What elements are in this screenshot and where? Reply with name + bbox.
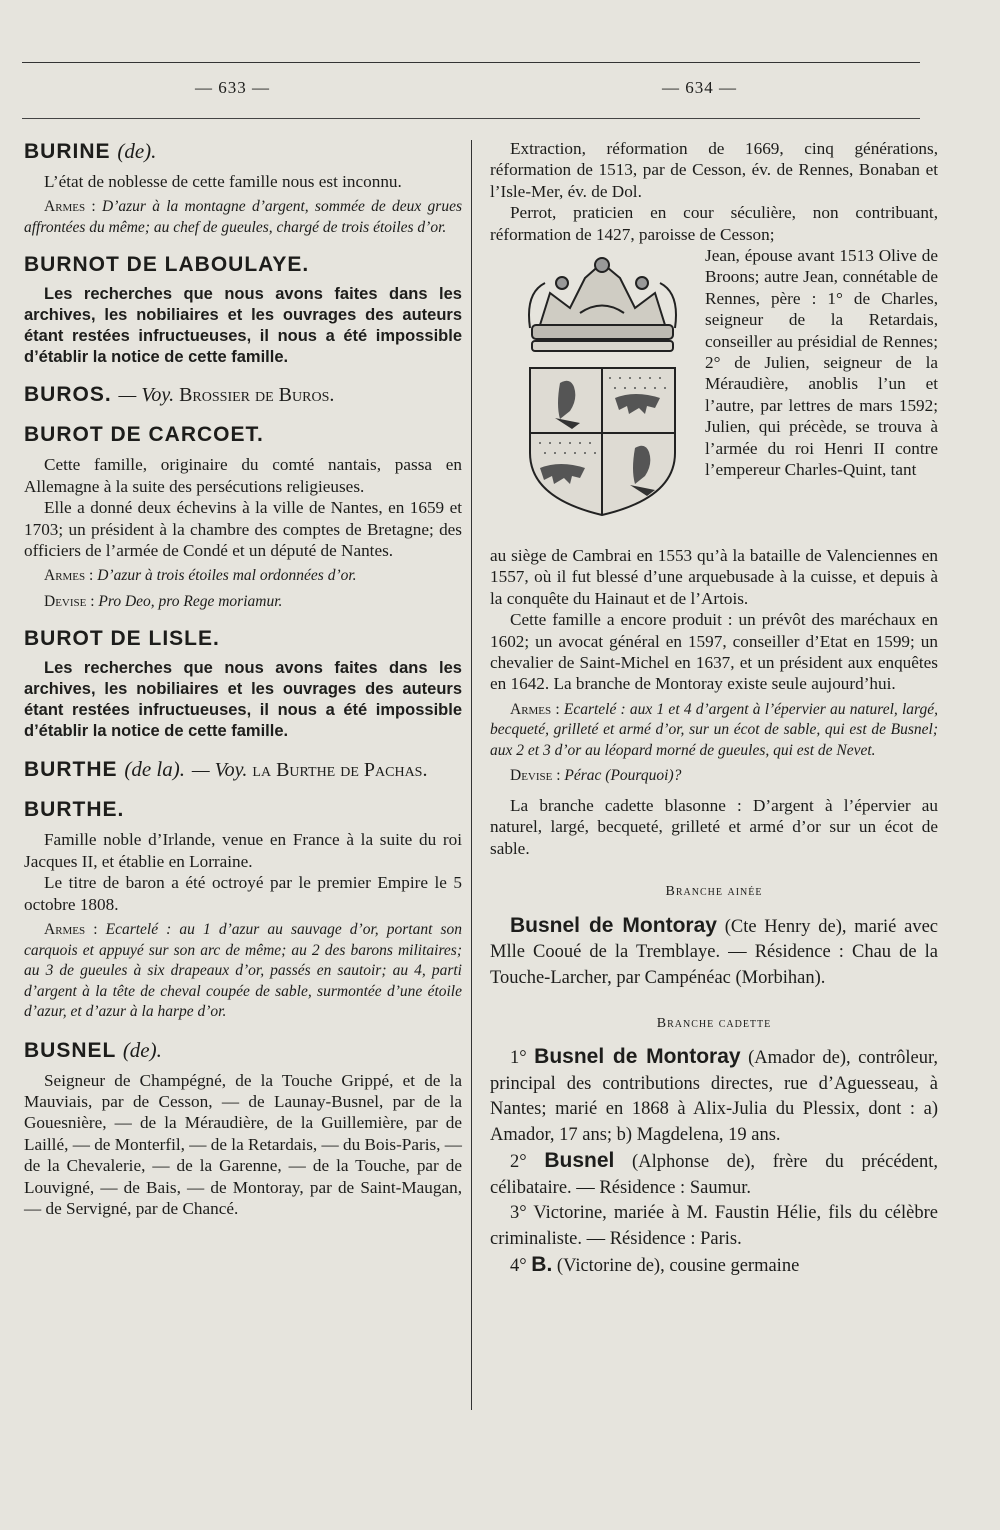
paragraph: Elle a donné deux échevins à la ville de Nantes, en 1659 et 1703; un président à la chambre des comptes de Bretagne; des officiers de l’armée de Condé et un député de Nantes. [24,498,462,561]
page-number-left: — 633 — [195,78,270,97]
header-rule [22,118,920,119]
paragraph: Jean, épouse avant 1513 Olive de Broons; autre Jean, connétable de Rennes, père : 1° de Charles, seigneur de la Retardais, conseiller au présidial de Rennes; 2° de Julien, seigneur de la Méraudière, anoblis l’un et l’autre, par lettres de mars 1592; Julien, qui précède, se trouva à l’armée du roi Henri II contre l’empereur Charles-Quint, tant [705,246,938,480]
armes-paragraph [490,700,938,762]
armes-label: Armes : [44,567,94,585]
paragraph: L’état de noblesse de cette famille nous est inconnu. [44,172,402,191]
paragraph: Extraction, réformation de 1669, cinq générations, réformation de 1513, par de Cesson, év. de Rennes, Bonaban et l’Isle-Mer, év. de Dol. [490,139,938,201]
see-also: — Voy. la Burthe de Pachas. [191,759,428,782]
entry-heading-burnot: BURNOT DE LABOULAYE. [24,253,310,277]
right-column [490,138,938,1280]
entry-heading-burot-carcoet: BUROT DE CARCOET. [24,423,264,447]
paragraph: Cette famille a encore produit : un prévôt des maréchaux en 1602; un avocat général en 1597, conseiller d’Etat en 1599; un chevalier de Saint-Michel en 1637, et un président aux enquêtes en 1642. La branche de Montoray existe seule aujourd’hui. [490,610,938,694]
entry-heading-burot-lisle: BUROT DE LISLE. [24,627,220,651]
devise-text: Pro Deo, pro Rege moriamur. [98,592,283,610]
paragraph: La branche cadette blasonne : D’argent à l’épervier au naturel, largé, becqueté, grilleté et armé d’or sur un écot de sable. [490,795,938,858]
left-column [24,138,462,1219]
entry-particle: (de la). [124,757,185,782]
devise-label: Devise : [510,767,561,785]
armes-text: D’azur à la montagne d’argent, sommée de deux grues affrontées du même; au chef de gueules, chargé de trois étoiles d’or. [24,198,462,236]
top-rule [22,62,920,63]
member-entry: Busnel de Montoray (Cte Henry de), marié avec Mlle Cooué de la Tremblaye. — Résidence : Chau de la Touche-Larcher, par Campénéac (Morbihan). [490,913,938,988]
entry-name: BURTHE [24,758,118,782]
paragraph: Cette famille, originaire du comté nantais, passa en Allemagne à la suite des persécutions religieuses. [24,455,462,496]
see-also: — Voy. Brossier de Buros. [118,384,335,407]
page-number-right: — 634 — [662,78,737,97]
devise-label: Devise : [44,592,95,610]
member-name: Busnel [544,1149,615,1173]
paragraph: Famille noble d’Irlande, venue en France à la suite du roi Jacques II, et établie en Lorraine. [24,830,462,871]
paragraph: Les recherches que nous avons faites dans les archives, les nobiliaires et les ouvrages des auteurs étant restées infructueuses, il nous a été impossible d’établir la notice de cette famille. [24,285,462,367]
armes-text: Ecartelé : aux 1 et 4 d’argent à l’épervier au naturel, largé, becqueté, grilleté et armé d’or, sur un écot de sable, qui est de Busnel; aux 2 et 3 d’or au léopard morné de gueules, qui est de Nevet. [490,700,938,759]
armes-text: Ecartelé : au 1 d’azur au sauvage d’or, portant son carquois et appuyé sur son arc de même; au 2 des barons militaires; au 3 de gueules à six drapeaux d’or, passés en sautoir; au 4, parti d’argent à la tête de cheval coupée de sable, surmontée d’une étoile d’azur, et d’azur à la harpe d’or. [24,921,462,1021]
member-entry: 3° Victorine, mariée à M. Faustin Hélie, fils du célèbre criminaliste. — Résidence : Paris. [490,1203,938,1249]
entry-particle: (de). [117,139,157,163]
branch-heading-cadette: Branche cadette [656,1016,772,1031]
member-entry: 1° Busnel de Montoray (Amador de), contrôleur, principal des contributions directes, rue d’Aguesseau, à Nantes; marié en 1868 à Alix-Julia du Plessix, dont : a) Amador, 17 ans; b) Magdelena, 19 ans. [490,1045,939,1145]
paragraph: au siège de Cambrai en 1553 qu’à la bataille de Valenciennes en 1557, où il fut blessé d’une arquebusade à la cuisse, et depuis à la conquête du Hainaut et de l’Artois. [490,546,938,608]
member-name: B. [531,1253,553,1277]
member-name: Busnel de Montoray [510,913,717,937]
paragraph: Perrot, praticien en cour séculière, non contribuant, réformation de 1427, paroisse de Cesson; [490,203,938,244]
entry-heading-burine [24,138,462,165]
armes-label: Armes : [44,921,98,939]
crest-wrap-area [490,245,938,545]
armes-label: Armes : [510,700,560,718]
branch-heading-ainee: Branche ainée [665,884,763,900]
entry-heading-buros [24,382,462,408]
crest-wrapped-text [705,245,938,480]
entry-heading-burthe: BURTHE. [24,798,125,822]
entry-particle: (de). [122,1037,162,1062]
armes-paragraph [24,920,462,1023]
armes-paragraph [24,566,462,587]
entry-heading-busnel [24,1037,462,1064]
member-entry: 2° Busnel (Alphonse de), frère du précédent, célibataire. — Résidence : Saumur. [490,1149,939,1198]
paragraph: Le titre de baron a été octroyé par le premier Empire le 5 octobre 1808. [24,873,462,914]
entry-name: BURINE [24,140,111,163]
paragraph: Les recherches que nous avons faites dans les archives, les nobiliaires et les ouvrages des auteurs étant restées infructueuses, il nous a été impossible d’établir la notice de cette famille. [24,659,462,741]
devise-paragraph [490,766,938,787]
paragraph: Seigneur de Champégné, de la Touche Grippé, et de la Mauviais, par de Cesson, — de Launay-Busnel, par de la Gouesnière, — de la Méraudière, de la Guillemière, par de Laillé, — de Monterfil, — de la Retardais, — du Bois-Paris, — de la Chevalerie, — de la Garenne, — de la Touche, par de Louvigné, — de Bais, — de Montoray, par de Saint-Maugan, — de Servigné, par de Chancé. [24,1070,462,1218]
member-entry: 4° B. (Victorine de), cousine germaine [510,1253,800,1277]
entry-name: BUSNEL [24,1038,116,1062]
coat-of-arms-icon [510,253,695,523]
entry-heading-burthe-la [24,756,462,783]
entry-name: BUROS. [24,383,112,407]
member-name: Busnel de Montoray [534,1045,741,1069]
armes-text: D’azur à trois étoiles mal ordonnées d’or. [97,567,357,585]
column-separator [471,140,472,1410]
devise-paragraph [24,592,462,613]
devise-text: Pérac (Pourquoi)? [564,767,682,785]
armes-paragraph [24,197,462,238]
armes-label: Armes : [44,198,96,216]
